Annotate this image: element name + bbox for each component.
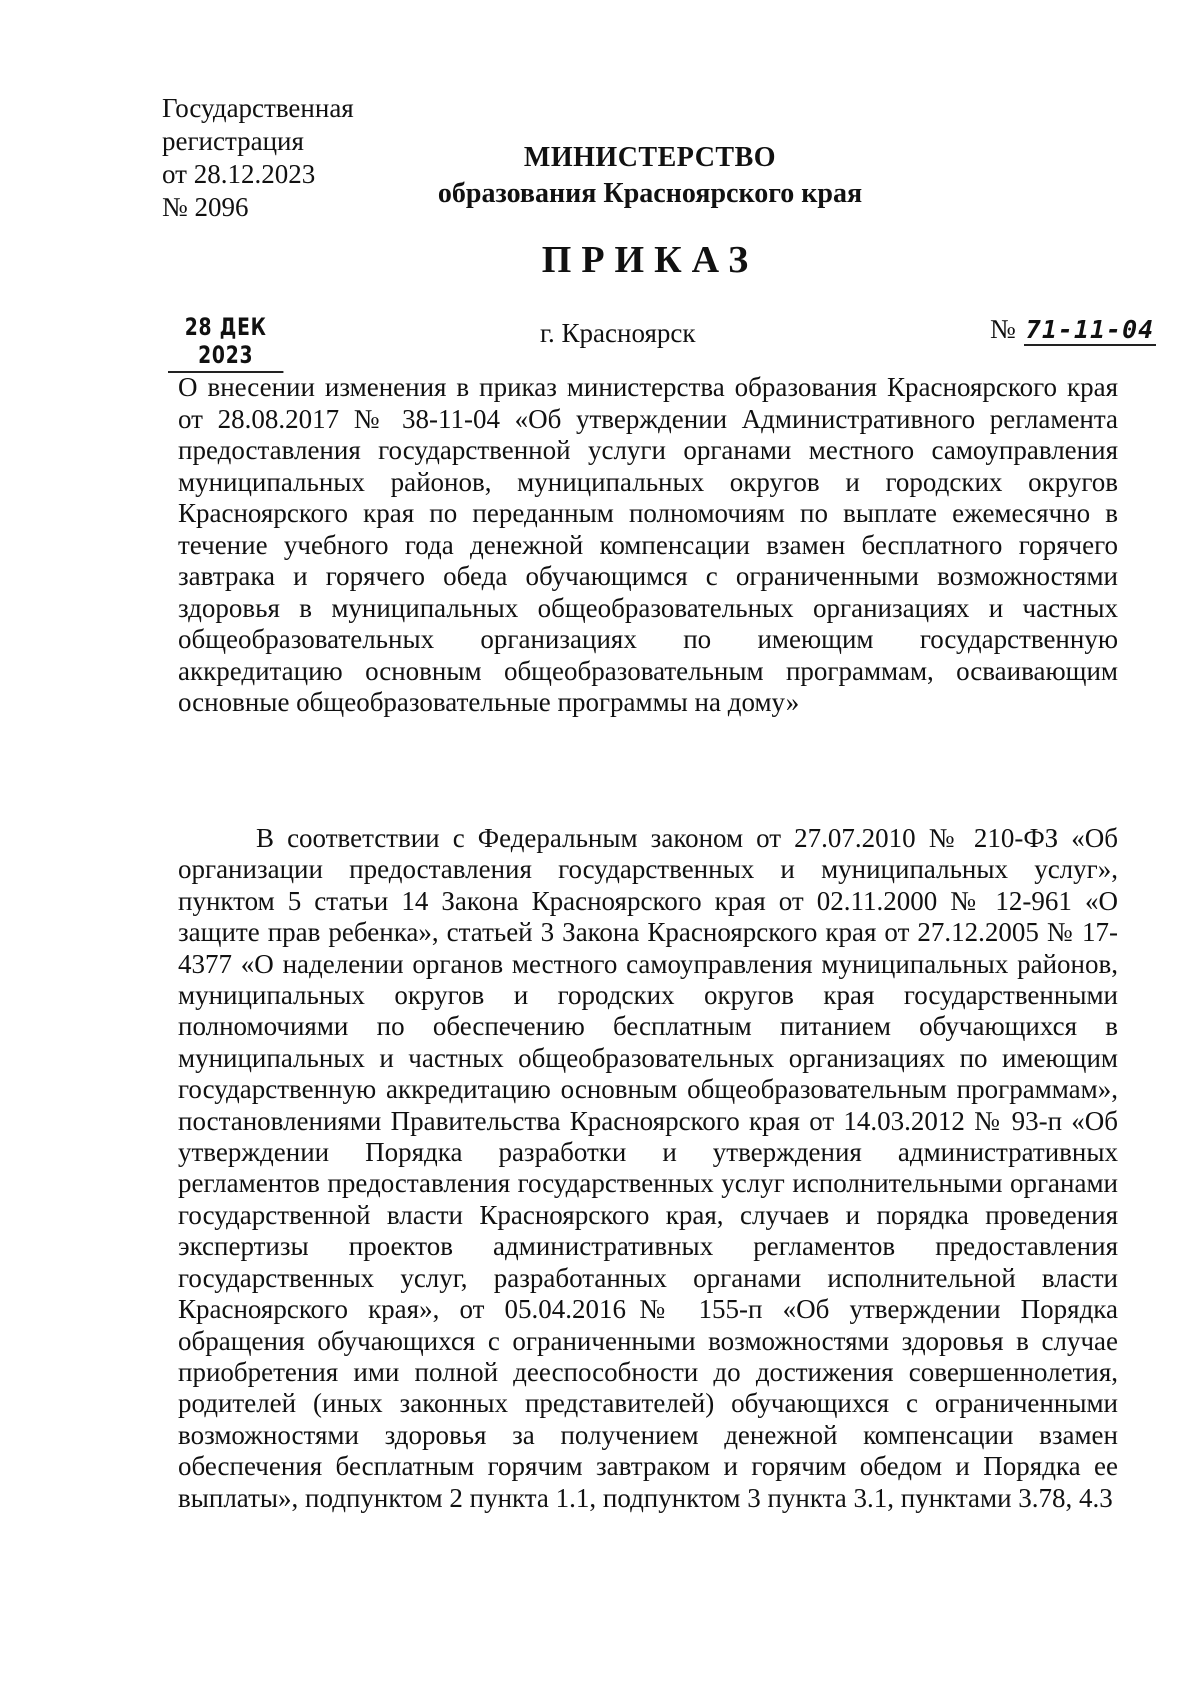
ministry-subtitle: образования Красноярского края [437, 178, 863, 209]
registration-line-2: регистрация [162, 126, 304, 156]
registration-line-1: Государственная [162, 93, 354, 123]
document-type-heading: ПРИКАЗ [541, 239, 759, 281]
ministry-title: МИНИСТЕРСТВО [523, 142, 777, 173]
order-body-paragraph: В соответствии с Федеральным законом от 27.07.2010 № 210-ФЗ «Об организации предоставления государственных и муниципальных услуг», пунктом 5 статьи 14 Закона Красноярского края от 02.11.2000 № 12-961 «О защите прав ребенка», статьей 3 Закона Красноярского края от 27.12.2005 № 17-4377 «О наделении органов местного самоуправления муниципальных районов, муниципальных округов и городских округов края государственными полномочиями по обеспечению бесплатным питанием обучающихся в муниципальных и частных общеобразовательных организациях по имеющим государственную аккредитацию основным общеобразовательным программам», постановлениями Правительства Красноярского края от 14.03.2012 № 93-п «Об утверждении Порядка разработки и утверждения административных регламентов предоставления государственных услуг исполнительными органами государственной власти Красноярского края, случаев и порядка проведения экспертизы проектов административных регламентов предоставления государственных услуг, разработанных органами исполнительной власти Красноярского края», от 05.04.2016№ 155-п «Об утверждении Порядка обращения обучающихся с ограниченными возможностями здоровья в случае приобретения ими полной дееспособности до достижения совершеннолетия, родителей (иных законных представителей) обучающихся с ограниченными возможностями здоровья за получением денежной компенсации взамен обеспечения бесплатным горячим завтраком и горячим обедом и Порядка ее выплаты», подпунктом 2 пункта 1.1, подпунктом 3 пункта 3.1, пунктами 3.78, 4.3 [178, 823, 1118, 1513]
order-date-stamp: 28 ДЕК 2023 [168, 313, 283, 373]
order-subject: О внесении изменения в приказ министерства образования Красноярского края от 28.08.2017 № 38-11-04 «Об утверждении Административного регламента предоставления государственной услуги органами местного самоуправления муниципальных районов, муниципальных округов и городских округов Красноярского края по переданным полномочиям по выплате ежемесячно в течение учебного года денежной компенсации взамен бесплатного горячего завтрака и горячего обеда обучающимся с ограниченными возможностями здоровья в муниципальных общеобразовательных организациях и частных общеобразовательных организациях по имеющим государственную аккредитацию основным общеобразовательным программам, осваивающим основные общеобразовательные программы на дому» [178, 372, 1118, 717]
registration-number: № 2096 [162, 192, 249, 222]
order-city: г. Красноярск [540, 318, 696, 348]
order-number [990, 314, 1156, 346]
order-number-value: 71-11-04 [1025, 315, 1155, 344]
order-number-label: № [990, 314, 1016, 344]
registration-date: от 28.12.2023 [162, 159, 316, 189]
